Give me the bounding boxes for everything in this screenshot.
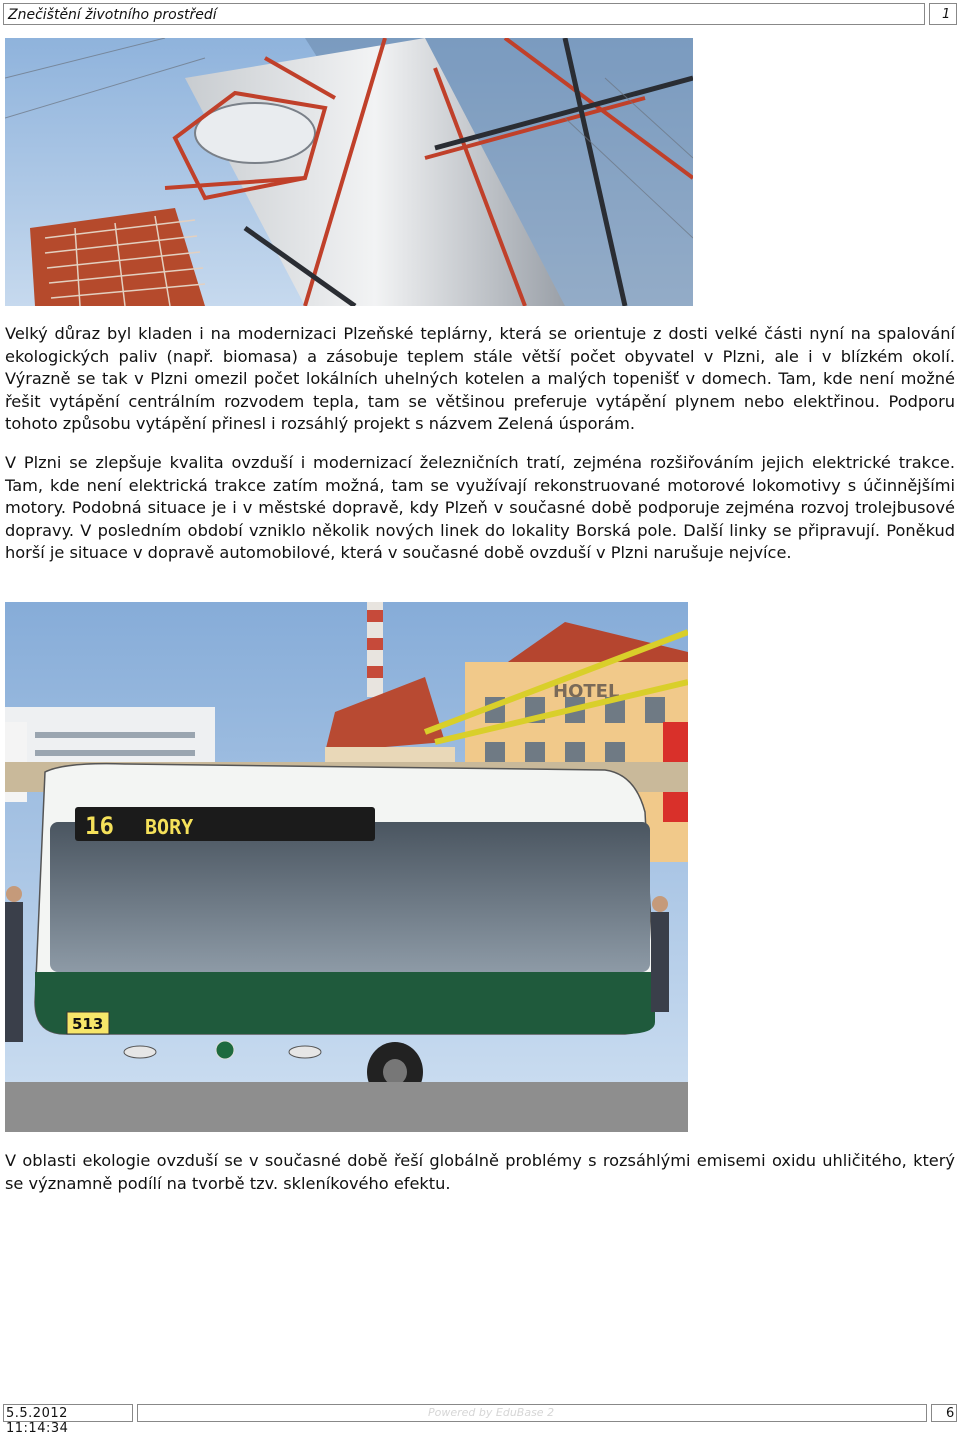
footer-datetime: 5.5.2012 11:14:34 [6,1406,69,1436]
destination-label: BORY [145,815,194,839]
trolleybus-photo [5,602,688,1132]
paragraph-climate: V oblasti ekologie ovzduší se v současné době řeší globálně problémy s rozsáhlými emisemi oxidu uhličitého, který se významně podílí na tvorbě tzv. skleníkového efektu. [5,1151,955,1193]
paragraph-transport: V Plzni se zlepšuje kvalita ovzduší i modernizací železničních tratí, zejména rozšiřováním jejich elektrické trakce. Tam, kde není elektrická trakce zatím možná, tam se využívají rekonstruované motorové lokomotivy s účinnějšími motory. Podobná situace je i v městské dopravě, kdy Plzeň v současné době podporuje zejména rozvoj trolejbusové dopravy. V posledním období vzniklo několik nových linek do lokality Borská pole. Další linky se připravují. Poněkud horší je situace v dopravě automobilové, která v současné době ovzduší v Plzni narušuje nejvíce. [5,453,955,562]
fleet-number: 513 [72,1015,104,1033]
header-title-box [3,3,925,25]
footer-page-number: 6 [946,1406,955,1421]
hotel-sign: HOTEL [553,681,620,702]
header-title: Znečištění životního prostředí [8,7,217,23]
page-header [3,3,955,27]
header-number-box [929,3,957,25]
line-number: 16 [85,812,114,840]
footer-powered-box [137,1404,927,1422]
footer-powered-by: Powered by EduBase 2 [428,1406,555,1419]
footer-date-box [3,1404,133,1436]
footer-page-box [931,1404,957,1422]
heating-plant-photo [5,38,693,306]
page-footer [3,1404,955,1436]
paragraph-heating: Velký důraz byl kladen i na modernizaci Plzeňské teplárny, která se orientuje z dosti velké části nyní na spalování ekologických paliv (např. biomasa) a zásobuje teplem stále větší počet obyvatel v Plzni, ale i v blízkém okolí. Výrazně se tak v Plzni omezil počet lokálních uhelných kotelen a malých topenišť v domech. Tam, kde není možné řešit vytápění centrálním rozvodem tepla, tam se většinou preferuje vytápění plynem nebo elektřinou. Podporu tohoto způsobu vytápění přinesl i rozsáhlý projekt s názvem Zelená úsporám. [5,324,955,433]
header-number: 1 [942,7,951,22]
